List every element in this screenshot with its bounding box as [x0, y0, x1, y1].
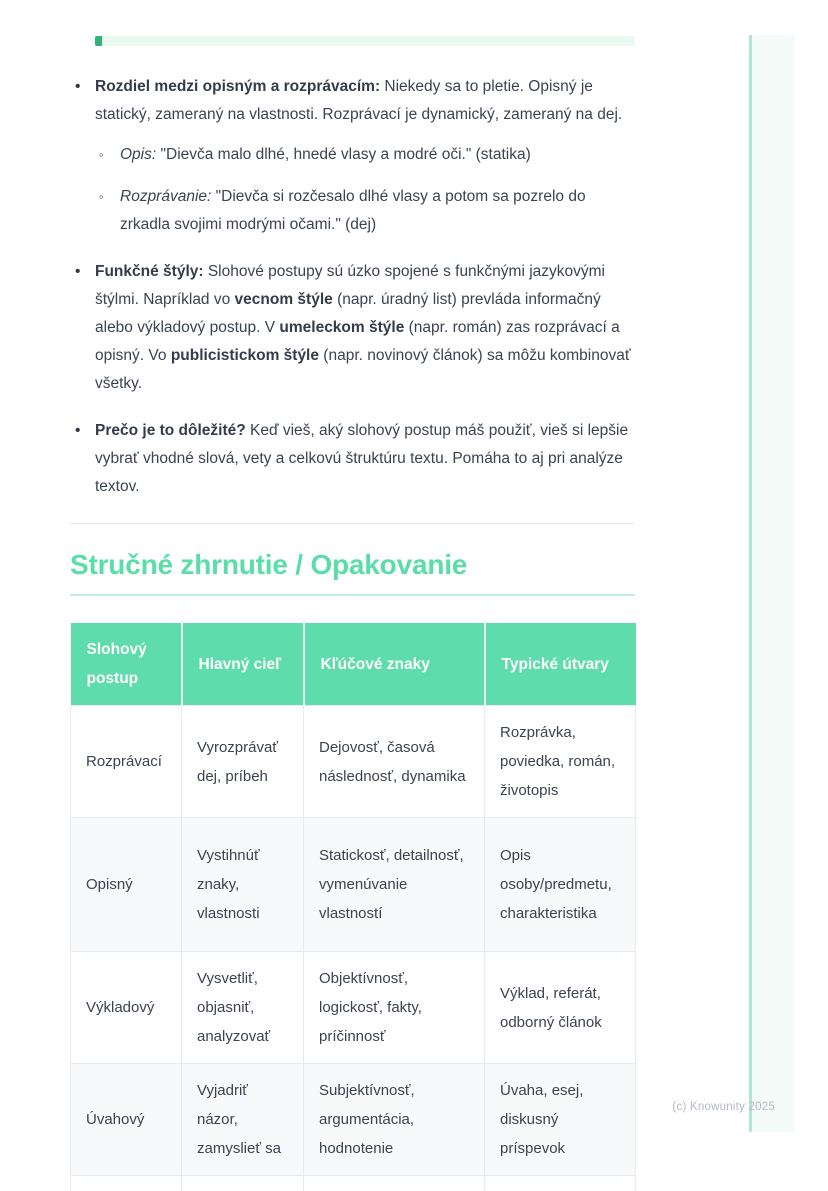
table-cell — [485, 1176, 636, 1191]
list-item-text — [95, 73, 635, 129]
sub-bullet-list — [95, 141, 635, 239]
text-segment: Opis: — [120, 146, 157, 163]
text-segment: Rozprávanie: — [120, 188, 212, 205]
table-cell: Rozprávka, poviedka, román, životopis — [485, 706, 636, 818]
text-segment: umeleckom štýle — [279, 319, 405, 336]
table-cell: Opis osoby/predmetu, charakteristika — [485, 818, 636, 952]
table-header-cell: Slohový postup — [71, 623, 182, 706]
text-segment: Keď vieš, aký slohový postup máš použiť, vieš si lepšie vybrať vhodné slová, vety a celkovú štruktúru textu. Pomáha to aj pri analýze textov. — [95, 422, 629, 495]
table-cell: Vystihnúť znaky, vlastnosti — [182, 818, 304, 952]
table-cell: Statickosť, detailnosť, vymenúvanie vlastností — [304, 818, 485, 952]
text-segment: "Dievča si rozčesalo dlhé vlasy a potom sa pozrelo do zrkadla svojimi modrými očami." (dej) — [120, 188, 586, 233]
table-cell: Vyrozprávať dej, príbeh — [182, 706, 304, 818]
list-item-text — [95, 258, 635, 398]
section-heading: Stručné zhrnutie / Opakovanie — [70, 549, 635, 596]
bullet-marker: • — [75, 78, 81, 95]
side-accent-line — [749, 35, 752, 1132]
table-cell: Subjektívnosť, argumentácia, hodnotenie — [304, 1064, 485, 1176]
table-cell — [182, 1176, 304, 1191]
list-item-text — [95, 417, 635, 501]
table-row — [71, 1064, 636, 1176]
table-row — [71, 818, 636, 952]
list-item — [70, 417, 635, 501]
text-segment: Funkčné štýly: — [95, 263, 204, 280]
table-partial-row — [71, 1176, 636, 1191]
sub-list-item — [95, 141, 635, 169]
callout-remnant — [95, 36, 635, 46]
text-segment: (napr. román) zas rozprávací a opisný. Vo — [95, 319, 620, 364]
table-header-row — [71, 623, 636, 706]
sub-list-item — [95, 183, 635, 239]
footer-copyright: (c) Knowunity 2025 — [672, 1101, 775, 1113]
section-divider — [70, 523, 635, 524]
table-header-cell: Kľúčové znaky — [304, 623, 485, 706]
table-cell: Úvaha, esej, diskusný príspevok — [485, 1064, 636, 1176]
table-cell — [71, 1176, 182, 1191]
text-segment: "Dievča malo dlhé, hnedé vlasy a modré oči." (statika) — [156, 146, 531, 163]
table-header-cell: Typické útvary — [485, 623, 636, 706]
text-segment: publicistickom štýle — [170, 347, 319, 364]
table-cell: Výkladový — [71, 952, 182, 1064]
table-cell: Objektívnosť, logickosť, fakty, príčinnosť — [304, 952, 485, 1064]
text-segment: Niekedy sa to pletie. Opisný je statický, zameraný na vlastnosti. Rozprávací je dynamický, zameraný na dej. — [95, 78, 623, 123]
table-header-cell: Hlavný cieľ — [182, 623, 304, 706]
sub-list-item-text — [120, 183, 635, 239]
list-item — [70, 258, 635, 398]
table-row — [71, 952, 636, 1064]
sub-bullet-marker: ◦ — [99, 147, 104, 162]
content-area — [70, 36, 635, 1191]
table-row — [71, 706, 636, 818]
sub-list-item-text — [120, 141, 635, 169]
bullet-marker: • — [75, 422, 81, 439]
text-segment: Prečo je to dôležité? — [95, 422, 246, 439]
table-cell: Vysvetliť, objasniť, analyzovať — [182, 952, 304, 1064]
table-cell: Dejovosť, časová následnosť, dynamika — [304, 706, 485, 818]
table-cell: Rozprávací — [71, 706, 182, 818]
text-segment: (napr. úradný list) prevláda informačný alebo výkladový postup. V — [95, 291, 601, 336]
bullet-list — [70, 73, 635, 501]
summary-table — [70, 623, 636, 1191]
table-cell: Opisný — [71, 818, 182, 952]
table-cell — [304, 1176, 485, 1191]
text-segment: (napr. novinový článok) sa môžu kombinovať všetky. — [95, 347, 631, 392]
table-cell: Úvahový — [71, 1064, 182, 1176]
side-accent-strip — [751, 35, 795, 1132]
sub-bullet-marker: ◦ — [99, 189, 104, 204]
text-segment: vecnom štýle — [234, 291, 333, 308]
list-item — [70, 73, 635, 239]
bullet-marker: • — [75, 263, 81, 280]
table-body — [71, 706, 636, 1191]
text-segment: Slohové postupy sú úzko spojené s funkčnými jazykovými štýlmi. Napríklad vo — [95, 263, 606, 308]
table-cell: Vyjadriť názor, zamyslieť sa — [182, 1064, 304, 1176]
text-segment: Rozdiel medzi opisným a rozprávacím: — [95, 78, 381, 95]
table-cell: Výklad, referát, odborný článok — [485, 952, 636, 1064]
